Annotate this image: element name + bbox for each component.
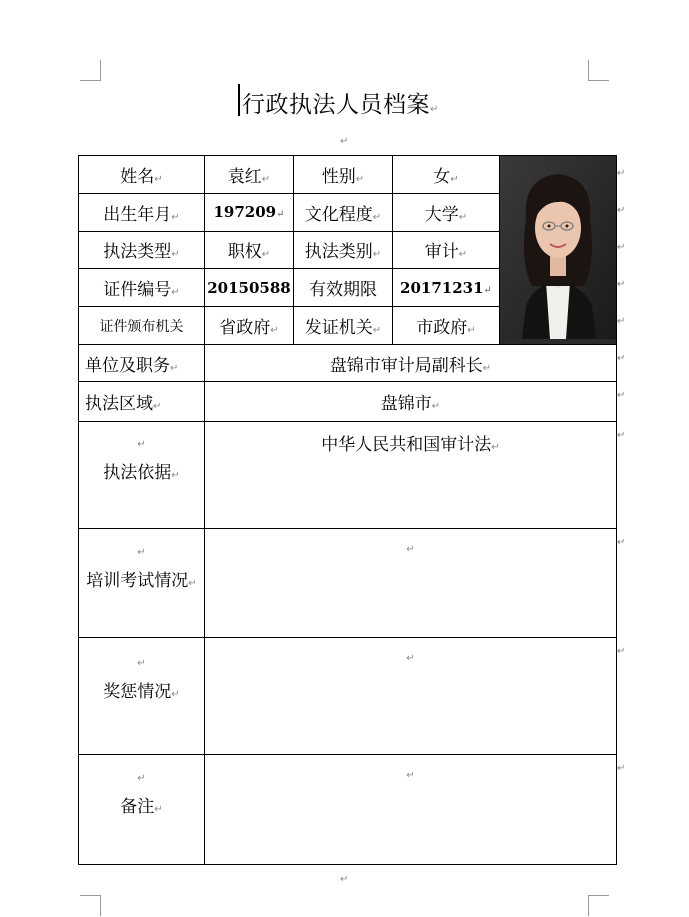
basis-label: ↵ 执法依据↵ — [79, 422, 205, 529]
archive-form-table — [78, 155, 617, 865]
row-end-mark: ↵ — [617, 279, 626, 290]
portrait-photo — [500, 156, 617, 345]
area-value[interactable]: 盘锦市↵ — [205, 382, 617, 422]
remarks-label: ↵ 备注↵ — [79, 755, 205, 865]
crop-mark-top-right — [588, 60, 609, 81]
row-end-mark: ↵ — [617, 390, 626, 401]
gender-label: 性别↵ — [294, 156, 393, 194]
education-label: 文化程度↵ — [294, 193, 393, 231]
name-label: 姓名↵ — [79, 156, 205, 194]
crop-mark-bottom-right — [588, 895, 609, 916]
rewards-label: ↵ 奖惩情况↵ — [79, 638, 205, 755]
unit-value[interactable]: 盘锦市审计局副科长↵ — [205, 345, 617, 382]
paragraph-mark: ↵ — [430, 104, 439, 115]
gender-value[interactable]: 女↵ — [393, 156, 500, 194]
title-text: 行政执法人员档案 — [242, 92, 430, 118]
row-end-mark: ↵ — [617, 763, 626, 774]
cert-no-label: 证件编号↵ — [79, 269, 205, 307]
name-value[interactable]: 袁红↵ — [205, 156, 294, 194]
crop-mark-top-left — [80, 60, 101, 81]
cert-org-label: 发证机关↵ — [294, 307, 393, 345]
row-end-mark: ↵ — [617, 316, 626, 327]
training-label: ↵ 培训考试情况↵ — [79, 529, 205, 638]
validity-label: 有效期限 — [294, 269, 393, 307]
enforcement-category-label: 执法类别↵ — [294, 231, 393, 269]
row-end-mark: ↵ — [617, 646, 626, 657]
document-title[interactable] — [242, 86, 439, 119]
portrait-image — [500, 156, 616, 339]
row-end-mark: ↵ — [617, 537, 626, 548]
rewards-value[interactable]: ↵ — [205, 638, 617, 755]
birth-label: 出生年月↵ — [79, 193, 205, 231]
basis-value[interactable]: 中华人民共和国审计法↵ — [205, 422, 617, 529]
enforcement-type-value[interactable]: 职权↵ — [205, 231, 294, 269]
row-end-mark: ↵ — [617, 353, 626, 364]
paragraph-mark: ↵ — [340, 874, 349, 885]
row-end-mark: ↵ — [617, 430, 626, 441]
unit-label: 单位及职务↵ — [79, 345, 205, 382]
validity-value[interactable]: 20171231↵ — [393, 269, 500, 307]
text-cursor — [238, 84, 240, 116]
row-end-mark: ↵ — [617, 242, 626, 253]
enforcement-type-label: 执法类型↵ — [79, 231, 205, 269]
enforcement-category-value[interactable]: 审计↵ — [393, 231, 500, 269]
birth-value[interactable]: 197209↵ — [205, 193, 294, 231]
paragraph-mark: ↵ — [340, 136, 349, 147]
crop-mark-bottom-left — [80, 895, 101, 916]
cert-org-value[interactable]: 市政府↵ — [393, 307, 500, 345]
education-value[interactable]: 大学↵ — [393, 193, 500, 231]
row-end-mark: ↵ — [617, 205, 626, 216]
row-end-mark: ↵ — [617, 168, 626, 179]
area-label: 执法区域↵ — [79, 382, 205, 422]
cert-no-value[interactable]: 20150588 — [205, 269, 294, 307]
issuer-label: 证件颁布机关 — [79, 307, 205, 345]
issuer-value[interactable]: 省政府↵ — [205, 307, 294, 345]
remarks-value[interactable]: ↵ — [205, 755, 617, 865]
training-value[interactable]: ↵ — [205, 529, 617, 638]
